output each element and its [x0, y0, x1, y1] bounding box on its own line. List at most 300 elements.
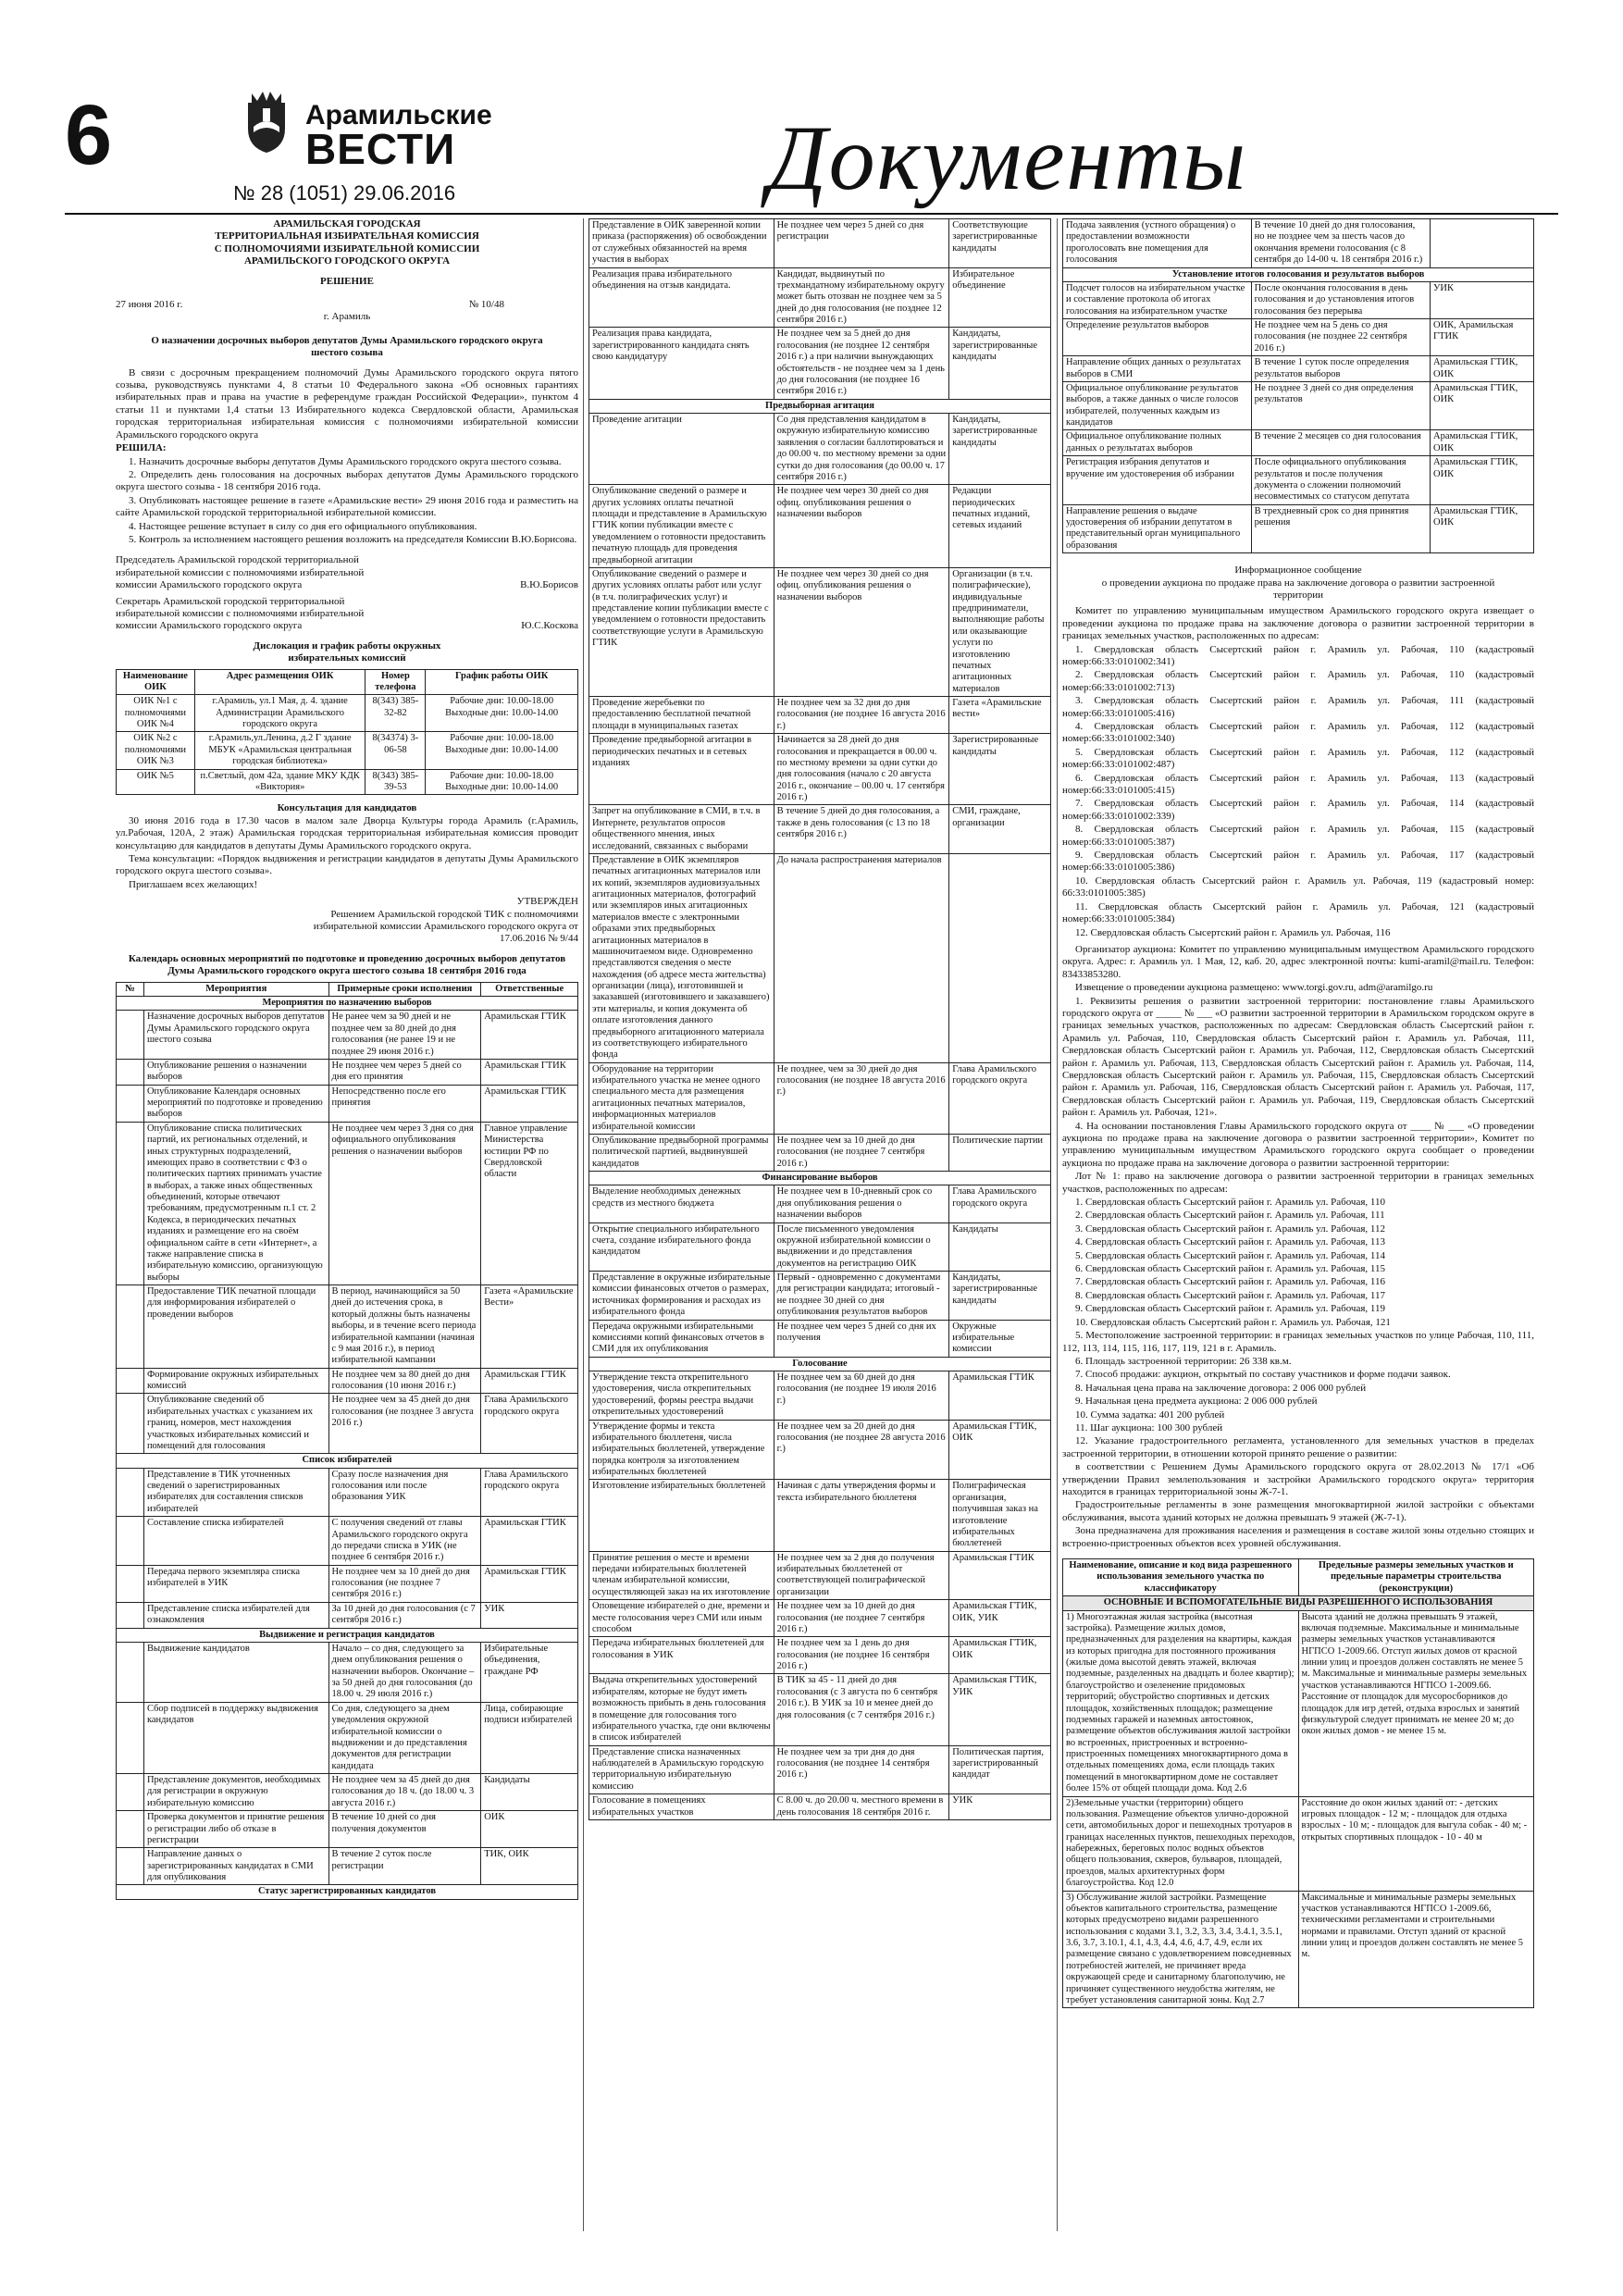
auction-p12: 12. Указание градостроительного регламента, установленного для земельных участков в пределах застроенной территории, в отношении которой принято решение о развитии:	[1062, 1435, 1534, 1459]
auction-address: 1. Свердловская область Сысертский район г. Арамиль ул. Рабочая, 110 (кадастровый номер:66:33:0101002:341)	[1062, 643, 1534, 667]
responsible-cell: Арамильская ГТИК, ОИК	[1431, 356, 1534, 382]
deadline-cell: В течение 1 суток после определения результатов выборов	[1251, 356, 1430, 382]
event-cell: Проведение агитации	[589, 414, 774, 485]
table-header: Мероприятия	[143, 982, 328, 996]
auction-address: 8. Свердловская область Сысертский район г. Арамиль ул. Рабочая, 115 (кадастровый номер:66:33:0101005:387)	[1062, 824, 1534, 848]
calendar-row	[117, 1085, 578, 1122]
calendar-row	[589, 1745, 1051, 1794]
table-cell: 8(34374) 3-06-58	[365, 732, 426, 769]
row-number-cell	[117, 1285, 144, 1369]
auction-p10: 10. Сумма задатка: 401 200 рублей	[1075, 1409, 1225, 1421]
responsible-cell: Арамильская ГТИК	[949, 1371, 1051, 1421]
calendar-section-title: Выдвижение и регистрация кандидатов	[117, 1628, 578, 1642]
responsible-cell: Арамильская ГТИК, ОИК	[1431, 430, 1534, 456]
event-cell: Опубликование Календаря основных мероприятий по подготовке и проведению выборов	[143, 1085, 328, 1122]
event-cell: Принятие решения о месте и времени передачи избирательных бюллетеней членам избирательной комиссии, осуществляющей заказ на их изготовление	[589, 1551, 774, 1600]
deadline-cell: С получения сведений от главы Арамильского городского округа до передачи списка в УИК (не позднее 6 сентября 2016 г.)	[328, 1517, 481, 1566]
deadline-cell: В ТИК за 45 - 11 дней до дня голосования (с 3 августа по 6 сентября 2016 г.). В УИК за 10 и менее дней до дня голосования (с 7 сентября 2016 г.)	[774, 1674, 949, 1745]
regulations-table	[1062, 1558, 1534, 2008]
event-cell: Оповещение избирателей о дне, времени и месте голосования через СМИ или иным способом	[589, 1600, 774, 1637]
auction-p11: 11. Шаг аукциона: 100 300 рублей	[1075, 1421, 1223, 1433]
auction-p12c: Градостроительные регламенты в зоне размещения многоквартирной жилой застройки с объектами обслуживания, высота зданий которых не должна превышать 9 этажей (Ж-7-1).	[1062, 1499, 1534, 1523]
responsible-cell: Окружные избирательные комиссии	[949, 1320, 1051, 1357]
responsible-cell: ОИК, Арамильская ГТИК	[1431, 319, 1534, 356]
calendar-section-row	[117, 1885, 578, 1899]
responsible-cell: Арамильская ГТИК, ОИК	[1431, 381, 1534, 430]
auction-address: 10. Свердловская область Сысертский район г. Арамиль ул. Рабочая, 119 (кадастровый номер: 66:33:0101005:385)	[1062, 875, 1534, 900]
responsible-cell: Арамильская ГТИК	[481, 1565, 578, 1602]
calendar-row	[589, 1062, 1051, 1134]
lot-address: 10. Свердловская область Сысертский район г. Арамиль ул. Рабочая, 121	[1075, 1316, 1391, 1328]
okis-title: Дислокация и график работы окружных избирательных комиссий	[253, 639, 441, 664]
responsible-cell: Арамильская ГТИК, ОИК	[1431, 504, 1534, 553]
table-cell: Рабочие дни: 10.00-18.00 Выходные дни: 10.00-14.00	[426, 695, 578, 732]
event-cell: Реализация права кандидата, зарегистрированного кандидата снять свою кандидатуру	[589, 328, 774, 399]
event-cell: Направление общих данных о результатах выборов в СМИ	[1063, 356, 1252, 382]
calendar-section-row	[117, 1628, 578, 1642]
deadline-cell: Не позднее чем в 10-дневный срок со дня опубликования решения о назначении выборов	[774, 1185, 949, 1222]
calendar-row	[1063, 319, 1534, 356]
calendar-row	[589, 805, 1051, 854]
chair-signature	[116, 554, 578, 591]
auction-address: 5. Свердловская область Сысертский район г. Арамиль ул. Рабочая, 112 (кадастровый номер:66:33:0101002:487)	[1062, 746, 1534, 771]
responsible-cell: УИК	[481, 1602, 578, 1628]
auction-address: 9. Свердловская область Сысертский район г. Арамиль ул. Рабочая, 117 (кадастровый номер:66:33:0101005:386)	[1062, 850, 1534, 874]
org-line: С ПОЛНОМОЧИЯМИ ИЗБИРАТЕЛЬНОЙ КОМИССИИ	[214, 242, 480, 254]
deadline-cell: Не позднее чем за 5 дней до дня голосования (не позднее 12 сентября 2016 г.) а при наличии вынуждающих обстоятельств - не позднее чем за 1 день до дня голосования (не позднее 16 сентября 2016 г.)	[774, 328, 949, 399]
calendar-row	[117, 1394, 578, 1454]
calendar-row	[589, 1320, 1051, 1357]
deadline-cell: В период, начинающийся за 50 дней до истечения срока, в который должны быть назначены выборы, и в течение всего периода избирательной кампании (начиная с 9 мая 2016 г.), в период избирательной кампании	[328, 1285, 481, 1369]
consult-title: Консультация для кандидатов	[277, 802, 417, 814]
deadline-cell: В течение 5 дней до дня голосования, а также в день голосования (с 13 по 18 сентября 2016 г.)	[774, 805, 949, 854]
row-number-cell	[117, 1565, 144, 1602]
responsible-cell: Соответствующие зарегистрированные кандидаты	[949, 219, 1051, 268]
event-cell: Реализация права избирательного объединения на отзыв кандидата.	[589, 267, 774, 328]
org-line: АРАМИЛЬСКАЯ ГОРОДСКАЯ	[273, 218, 421, 230]
responsible-cell	[1431, 219, 1534, 268]
table-cell: г.Арамиль,ул.Ленина, д.2 Г здание МБУК «Арамильская центральная городская библиотека»	[194, 732, 365, 769]
calendar-row	[117, 1368, 578, 1394]
auction-p12b: в соответствии с Решением Думы Арамильского городского округа от 28.02.2013 № 17/1 «Об утверждении Правил землепользования и застройки Арамильского городского округа» территория находится в границах территориальной зоны Ж-7-1.	[1062, 1461, 1534, 1497]
deadline-cell: В течение 2 суток после регистрации	[328, 1848, 481, 1885]
calendar-row	[117, 1122, 578, 1285]
deadline-cell: Со дня, следующего за днем уведомления окружной избирательной комиссии о выдвижении и до представления документов для регистрации кандидата	[328, 1702, 481, 1773]
deadline-cell: Не позднее чем через 5 дней со дня его принятия	[328, 1059, 481, 1085]
calendar-section-title: Список избирателей	[117, 1454, 578, 1468]
event-cell: Оборудование на территории избирательного участка не менее одного специального места для размещения агитационных печатных материалов, информационных материалов избирательной комиссии	[589, 1062, 774, 1134]
auction-p12d: Зона предназначена для проживания населения и размещения в составе жилой зоны отдельно стоящих и встроенно-пристроенных объектов всех уровней обслуживания.	[1062, 1525, 1534, 1549]
event-cell: Составление списка избирателей	[143, 1517, 328, 1566]
calendar-row	[589, 414, 1051, 485]
row-number-cell	[117, 1122, 144, 1285]
responsible-cell: Газета «Арамильские Вести»	[481, 1285, 578, 1369]
responsible-cell	[949, 853, 1051, 1062]
calendar-section-title: Мероприятия по назначению выборов	[117, 997, 578, 1011]
row-number-cell	[117, 1394, 144, 1454]
approved-label: УТВЕРЖДЕН	[516, 896, 578, 908]
calendar-row	[117, 1702, 578, 1773]
calendar-row	[589, 1794, 1051, 1820]
responsible-cell: Арамильская ГТИК, ОИК, УИК	[949, 1600, 1051, 1637]
responsible-cell: Кандидаты, зарегистрированные кандидаты	[949, 414, 1051, 485]
responsible-cell: Арамильская ГТИК	[949, 1551, 1051, 1600]
row-number-cell	[117, 1517, 144, 1566]
deadline-cell: Сразу после назначения дня голосования или после образования УИК	[328, 1468, 481, 1517]
calendar-section-row	[1063, 267, 1534, 281]
coat-of-arms-icon	[242, 90, 291, 155]
deadline-cell: Не позднее чем через 5 дней со дня регистрации	[774, 219, 949, 268]
event-cell: Передача избирательных бюллетеней для голосования в УИК	[589, 1637, 774, 1674]
responsible-cell: Зарегистрированные кандидаты	[949, 734, 1051, 805]
org-line: ТЕРРИТОРИАЛЬНАЯ ИЗБИРАТЕЛЬНАЯ КОМИССИЯ	[215, 230, 479, 242]
deadline-cell: Не позднее чем за 2 дня до получения избирательных бюллетеней от соответствующей полиграфической организации	[774, 1551, 949, 1600]
calendar-section-row	[589, 1172, 1051, 1185]
deadline-cell: Не позднее чем за 1 день до дня голосования (не позднее 16 сентября 2016 г.)	[774, 1637, 949, 1674]
table-row	[117, 695, 578, 732]
masthead-logo	[231, 88, 490, 190]
responsible-cell: Кандидаты	[949, 1222, 1051, 1272]
calendar-row	[589, 853, 1051, 1062]
calendar-table-part2	[588, 218, 1051, 1820]
deadline-cell: В трехдневный срок со дня принятия решения	[1251, 504, 1430, 553]
calendar-section-title: Финансирование выборов	[589, 1172, 1051, 1185]
auction-p7: 7. Способ продажи: аукцион, открытый по составу участников и форме подачи заявок.	[1075, 1369, 1451, 1381]
lot-address-list	[1062, 1197, 1534, 1329]
lot-address: 8. Свердловская область Сысертский район г. Арамиль ул. Рабочая, 117	[1075, 1289, 1385, 1301]
deadline-cell: Не позднее чем за 80 дней до дня голосования (10 июня 2016 г.)	[328, 1368, 481, 1394]
table-header: №	[117, 982, 144, 996]
event-cell: Утверждение текста открепительного удостоверения, числа открепительных удостоверений, формы реестра выдачи открепительных удостоверений	[589, 1371, 774, 1421]
responsible-cell: Арамильская ГТИК	[481, 1517, 578, 1566]
event-cell: Опубликование списка политических партий, их региональных отделений, и иных структурных подразделений, имеющих право в соответствии с ФЗ о политических партиях принимать участие в выборах, а также иных общественных объединений, которые отвечают требованиям, предусмотренным п.1 ст. 2 Кодекса, в периодических печатных изданиях и размещение его на своём официальном сайте в сети «Интернет», а также направление списка в избирательную комиссию, организующую выборы	[143, 1122, 328, 1285]
deadline-cell: Начало – со дня, следующего за днем опубликования решения о назначении выборов. Окончание – за 50 дней до дня голосования (до 18.00 ч. 29 июля 2016 г.)	[328, 1642, 481, 1702]
event-cell: Направление решения о выдаче удостоверения об избрании депутатом в представительный орган муниципального образования	[1063, 504, 1252, 553]
org-line: АРАМИЛЬСКОГО ГОРОДСКОГО ОКРУГА	[243, 255, 451, 267]
event-cell: Проведение жеребьевки по предоставлению бесплатной печатной площади в муниципальных газетах	[589, 697, 774, 734]
deadline-cell: Не позднее чем через 30 дней со дня офиц. опубликования решения о назначении выборов	[774, 485, 949, 568]
calendar-row	[117, 1642, 578, 1702]
table-cell: ОИК №1 с полномочиями ОИК №4	[117, 695, 195, 732]
responsible-cell: Арамильская ГТИК, ОИК	[1431, 456, 1534, 505]
responsible-cell: ТИК, ОИК	[481, 1848, 578, 1885]
decision-item: 3. Опубликовать настоящее решение в газете «Арамильские вести» 29 июня 2016 года и разместить на сайте Арамильской городской территориальной избирательной комиссии.	[116, 494, 578, 519]
column-3	[1062, 218, 1534, 2008]
responsible-cell: Арамильская ГТИК	[481, 1059, 578, 1085]
deadline-cell: Не позднее, чем за 30 дней до дня голосования (не позднее 18 августа 2016 г.)	[774, 1062, 949, 1134]
section-title: Документы	[768, 106, 1248, 209]
calendar-section-row	[117, 1454, 578, 1468]
auction-lot: Лот № 1: право на заключение договора о развитии застроенной территории в границах земельных участков, расположенных по адресам:	[1062, 1171, 1534, 1195]
row-number-cell	[117, 1602, 144, 1628]
table-cell: ОИК №2 с полномочиями ОИК №3	[117, 732, 195, 769]
table-cell: Рабочие дни: 10.00-18.00 Выходные дни: 10.00-14.00	[426, 769, 578, 795]
event-cell: Передача первого экземпляра списка избирателей в УИК	[143, 1565, 328, 1602]
column-divider	[1057, 218, 1058, 2231]
calendar-row	[1063, 381, 1534, 430]
calendar-row	[589, 328, 1051, 399]
auction-address: 7. Свердловская область Сысертский район г. Арамиль ул. Рабочая, 114 (кадастровый номер:66:33:0101002:339)	[1062, 798, 1534, 822]
auction-address: 2. Свердловская область Сысертский район г. Арамиль ул. Рабочая, 110 (кадастровый номер:66:33:0101002:713)	[1062, 669, 1534, 693]
deadline-cell: Не позднее чем за 45 дней до дня голосования до 18 ч. (до 18.00 ч. 3 августа 2016 г.)	[328, 1774, 481, 1811]
event-cell: Выдвижение кандидатов	[143, 1642, 328, 1702]
lot-address: 3. Свердловская область Сысертский район г. Арамиль ул. Рабочая, 112	[1075, 1222, 1385, 1235]
responsible-cell: Избирательные объединения, граждане РФ	[481, 1642, 578, 1702]
deadline-cell: Первый - одновременно с документами для регистрации кандидата; итоговый - не позднее 30 дней со дня опубликования результатов выборов	[774, 1272, 949, 1321]
page-number: 6	[65, 88, 113, 182]
secretary-name: Ю.С.Коскова	[521, 620, 578, 632]
deadline-cell: После официального опубликования результатов и после получения документа о сложении полномочий несовместимых со статусом депутата	[1251, 456, 1430, 505]
table-cell: 8(343) 385-32-82	[365, 695, 426, 732]
deadline-cell: Не позднее чем за 10 дней до дня голосования (не позднее 7 сентября 2016 г.)	[774, 1134, 949, 1171]
event-cell: Подсчет голосов на избирательном участке и составление протокола об итогах голосования на избирательном участке	[1063, 281, 1252, 318]
deadline-cell: После окончания голосования в день голосования и до установления итогов голосования без перерыва	[1251, 281, 1430, 318]
table-header: Предельные размеры земельных участков и предельные параметры строительства (реконструкции)	[1298, 1559, 1534, 1596]
regulation-params: Максимальные и минимальные размеры земельных участков устанавливаются НГПСО 1-2009.66, техническими регламентами и строительными нормами и правилами. Отступ зданий от красной линии улиц и проездов должен составлять не менее 5 м.	[1298, 1891, 1534, 2008]
calendar-row	[589, 567, 1051, 696]
row-number-cell	[117, 1085, 144, 1122]
table-header: Наименование ОИК	[117, 669, 195, 695]
auction-intro: Комитет по управлению муниципальным имуществом Арамильского городского округа извещает о проведении аукциона по продаже права на заключение договора о развитии застроенной территории в границах земельных участков, расположенных по адресам:	[1062, 605, 1534, 642]
calendar-row	[589, 1134, 1051, 1171]
lot-address: 4. Свердловская область Сысертский район г. Арамиль ул. Рабочая, 113	[1075, 1236, 1385, 1248]
event-cell: Утверждение формы и текста избирательного бюллетеня, числа избирательных бюллетеней, утверждение порядка контроля за изготовлением избирательных бюллетеней	[589, 1420, 774, 1480]
calendar-section-row	[589, 399, 1051, 413]
event-cell: Изготовление избирательных бюллетеней	[589, 1480, 774, 1551]
paper-name-bottom: ВЕСТИ	[305, 125, 456, 173]
calendar-row	[589, 1371, 1051, 1421]
chair-name: В.Ю.Борисов	[520, 579, 578, 591]
calendar-row	[589, 1222, 1051, 1272]
auction-heading: Информационное сообщение	[1234, 565, 1362, 577]
calendar-row	[117, 1517, 578, 1566]
auction-p9: 9. Начальная цена предмета аукциона: 2 006 000 рублей	[1075, 1396, 1318, 1408]
decision-item: 5. Контроль за исполнением настоящего решения возложить на председателя Комиссии В.Ю.Борисова.	[129, 533, 577, 545]
header-divider	[65, 213, 1558, 215]
responsible-cell: Организации (в т.ч. полиграфические), индивидуальные предприниматели, выполняющие работы или оказывающие услуги по изготовлению печатных агитационных материалов	[949, 567, 1051, 696]
deadline-cell: Не позднее чем за 20 дней до дня голосования (не позднее 28 августа 2016 г.)	[774, 1420, 949, 1480]
event-cell: Выделение необходимых денежных средств из местного бюджета	[589, 1185, 774, 1222]
event-cell: Подача заявления (устного обращения) о предоставлении возможности проголосовать вне помещения для голосования	[1063, 219, 1252, 268]
calendar-row	[589, 1420, 1051, 1480]
consult-invite: Приглашаем всех желающих!	[129, 878, 258, 890]
responsible-cell: Редакции периодических печатных изданий, сетевых изданий	[949, 485, 1051, 568]
event-cell: Сбор подписей в поддержку выдвижения кандидатов	[143, 1702, 328, 1773]
auction-p4: 4. На основании постановления Главы Арамильского городского округа от ____ № ___ «О проведении аукциона по продаже права на заключение договора о развитии застроенной территории», Комитет по управлению муниципальным имуществом Арамильского городского округа сообщает о проведении аукциона по продаже права на заключение договора о развитии застроенной территории:	[1062, 1120, 1534, 1169]
event-cell: Представление в ТИК уточненных сведений о зарегистрированных избирателях для составления списков избирателей	[143, 1468, 328, 1517]
issue-number: № 28 (1051) 29.06.2016	[233, 181, 456, 205]
decision-item: 2. Определить день голосования на досрочных выборах депутатов Думы Арамильского городского округа шестого созыва - 18 сентября 2016 года.	[116, 468, 578, 493]
calendar-row	[117, 1285, 578, 1369]
calendar-row	[589, 1480, 1051, 1551]
row-number-cell	[117, 1059, 144, 1085]
approved-by: Решением Арамильской городской ТИК с полномочиями избирательной комиссии Арамильского городского округа от 17.06.2016 № 9/44	[313, 908, 578, 945]
deadline-cell: Не позднее чем за 10 дней до дня голосования (не позднее 7 сентября 2016 г.)	[774, 1600, 949, 1637]
deadline-cell: Не позднее чем через 30 дней со дня офиц. опубликования решения о назначении выборов	[774, 567, 949, 696]
calendar-row	[1063, 219, 1534, 268]
responsible-cell: Главное управление Министерства юстиции РФ по Свердловской области	[481, 1122, 578, 1285]
deadline-cell: Начиная с даты утверждения формы и текста избирательного бюллетеня	[774, 1480, 949, 1551]
regulation-params: Высота зданий не должна превышать 9 этажей, включая подземные. Максимальные и минимальные размеры земельных участков устанавливаются НГПСО 1-2009.66. Отступ жилых домов от красной линии улиц и проездов должен составлять не менее 5 м. Максимальные и минимальные размеры земельных участков устанавливаются НГПСО 1-2009.66. Расстояние от площадок для мусоросборников до площадок для игр детей, отдыха взрослых и занятий физкультурой следует принимать не менее 20 м; до окон жилых домов - не менее 15 м.	[1298, 1610, 1534, 1796]
deadline-cell: Со дня представления кандидатом в окружную избирательную комиссию заявления о согласии баллотироваться и до 00.00 ч. по местному времени за одни сутки до дня голосования (до 00.00 ч. 17 сентября 2016 г.)	[774, 414, 949, 485]
regulations-section: ОСНОВНЫЕ И ВСПОМОГАТЕЛЬНЫЕ ВИДЫ РАЗРЕШЕННОГО ИСПОЛЬЗОВАНИЯ	[1063, 1596, 1534, 1610]
responsible-cell: Глава Арамильского городского округа	[949, 1062, 1051, 1134]
consult-topic: Тема консультации: «Порядок выдвижения и регистрации кандидатов в депутаты Думы Арамильского городского округа шестого созыва».	[116, 852, 578, 877]
calendar-row	[589, 734, 1051, 805]
event-cell: Предоставление ТИК печатной площади для информирования избирателей о проведении выборов	[143, 1285, 328, 1369]
calendar-row	[117, 1468, 578, 1517]
calendar-row	[117, 1848, 578, 1885]
responsible-cell: Арамильская ГТИК	[481, 1085, 578, 1122]
auction-p6: 6. Площадь застроенной территории: 26 338 кв.м.	[1075, 1355, 1292, 1367]
event-cell: Официальное опубликование результатов выборов, а также данных о числе голосов избирателей, полученных каждым из кандидатов	[1063, 381, 1252, 430]
column-2	[588, 218, 1051, 1820]
row-number-cell	[117, 1702, 144, 1773]
deadline-cell: В течение 10 дней до дня голосования, но не позднее чем за шесть часов до окончания времени голосования (с 8 сентября до 14-00 ч. 18 сентября 2016 г.)	[1251, 219, 1430, 268]
lot-address: 5. Свердловская область Сысертский район г. Арамиль ул. Рабочая, 114	[1075, 1249, 1385, 1261]
calendar-row	[589, 219, 1051, 268]
secretary-title: Секретарь Арамильской городской территориальной избирательной комиссии с полномочиями избирательной комиссии Арамильского городского округа	[116, 595, 365, 632]
deadline-cell: Кандидат, выдвинутый по трехмандатному избирательному округу может быть отозван не позднее чем за 5 дней до дня голосования (не позднее 12 сентября 2016 г.)	[774, 267, 949, 328]
deadline-cell: До начала распространения материалов	[774, 853, 949, 1062]
decision-place: г. Арамиль	[323, 311, 371, 323]
calendar-section-title: Статус зарегистрированных кандидатов	[117, 1885, 578, 1899]
auction-address: 12. Свердловская область Сысертский район г. Арамиль ул. Рабочая, 116	[1075, 926, 1391, 938]
row-number-cell	[117, 1642, 144, 1702]
calendar-table-part3	[1062, 218, 1534, 553]
responsible-cell: СМИ, граждане, организации	[949, 805, 1051, 854]
deadline-cell: В течение 10 дней со дня получения документов	[328, 1811, 481, 1848]
regulation-use: 3) Обслуживание жилой застройки. Размещение объектов капитального строительства, размещение которых предусмотрено видами разрешенного использования с кодами 3.1, 3.2, 3.3, 3.4, 3.4.1, 3.5.1, 3.6, 3.7, 3.10.1, 4.1, 4.3, 4.4, 4.6, 4.7, 4.9, если их размещение связано с удовлетворением повседневных потребностей жителей, не причиняет вреда окружающей среде и санитарному благополучию, не причиняет существенного неудобства жителям, не требует установления санитарной зоны. Код 2.7	[1063, 1891, 1299, 2008]
event-cell: Представление списка назначенных наблюдателей в Арамильскую городскую территориальную избирательную комиссию	[589, 1745, 774, 1794]
responsible-cell: Полиграфическая организация, получившая заказ на изготовление избирательных бюллетеней	[949, 1480, 1051, 1551]
responsible-cell: Арамильская ГТИК	[481, 1368, 578, 1394]
calendar-section-row	[589, 1357, 1051, 1371]
responsible-cell: Избирательное объединение	[949, 267, 1051, 328]
lot-address: 6. Свердловская область Сысертский район г. Арамиль ул. Рабочая, 115	[1075, 1263, 1385, 1275]
event-cell: Проведение предвыборной агитации в периодических печатных и в сетевых изданиях	[589, 734, 774, 805]
auction-p5: 5. Местоположение застроенной территории: в границах земельных участков по улице Рабочая, 110, 111, 112, 113, 114, 115, 116, 117, 119, 121 в г. Арамиль.	[1062, 1330, 1534, 1354]
event-cell: Выдача открепительных удостоверений избирателям, которые не будут иметь возможность прибыть в день голосования в помещение для голосования того избирательного участка, где они включены в список избирателей	[589, 1674, 774, 1745]
table-row	[117, 732, 578, 769]
row-number-cell	[117, 1368, 144, 1394]
responsible-cell: Кандидаты	[481, 1774, 578, 1811]
event-cell: Открытие специального избирательного счета, создание избирательного фонда кандидатом	[589, 1222, 774, 1272]
responsible-cell: УИК	[1431, 281, 1534, 318]
auction-p8: 8. Начальная цена права на заключение договора: 2 006 000 рублей	[1075, 1382, 1367, 1394]
event-cell: Представление документов, необходимых для регистрации в окружную избирательную комиссию	[143, 1774, 328, 1811]
event-cell: Передача окружными избирательными комиссиями копий финансовых отчетов в СМИ для их опубликования	[589, 1320, 774, 1357]
deadline-cell: Не позднее чем на 5 день со дня голосования (не позднее 22 сентября 2016 г.)	[1251, 319, 1430, 356]
event-cell: Опубликование сведений о размере и других условиях оплаты работ или услуг (в т.ч. полиграфических услуг) и представление копии публикации вместе с уведомлением о готовности предоставить соответствующие услуги в Арамильскую ГТИК	[589, 567, 774, 696]
table-cell: 8(343) 385-39-53	[365, 769, 426, 795]
auction-subheading: о проведении аукциона по продаже права на заключение договора о развитии застроенной территории	[1101, 577, 1495, 601]
row-number-cell	[117, 1811, 144, 1848]
chair-title: Председатель Арамильской городской территориальной избирательной комиссии с полномочиями избирательной комиссии Арамильского городского округа	[116, 554, 365, 591]
deadline-cell: Не позднее 3 дней со дня определения результатов	[1251, 381, 1430, 430]
calendar-row	[589, 697, 1051, 734]
calendar-row	[1063, 430, 1534, 456]
decision-preamble: В связи с досрочным прекращением полномочий Думы Арамильского городского округа пятого созыва, руководствуясь пунктами 4, 8 статьи 10 Федерального закона «Об основных гарантиях избирательных прав и права на участие в референдуме граждан Российской Федерации», пунктом 4 статьи 11 и пунктами 1,4 статьи 13 Избирательного кодекса Свердловской области, Арамильская городская территориальная избирательная комиссия с полномочиями избирательной комиссии Арамильского городского округа	[116, 366, 578, 441]
column-1	[116, 218, 578, 1900]
decision-number: № 10/48	[468, 299, 504, 311]
table-header: Ответственные	[481, 982, 578, 996]
auction-notice: Извещение о проведении аукциона размещено: www.torgi.gov.ru, adm@aramilgo.ru	[1075, 982, 1433, 994]
event-cell: Направление данных о зарегистрированных кандидатах в СМИ для опубликования	[143, 1848, 328, 1885]
responsible-cell: Арамильская ГТИК	[481, 1011, 578, 1060]
calendar-row	[589, 1600, 1051, 1637]
calendar-section-title: Установление итогов голосования и результатов выборов	[1063, 267, 1534, 281]
event-cell: Запрет на опубликование в СМИ, в т.ч. в Интернете, результатов опросов общественного мнения, иных исследований, связанных с выборами	[589, 805, 774, 854]
secretary-signature	[116, 596, 578, 633]
responsible-cell: Глава Арамильского городского округа	[481, 1468, 578, 1517]
calendar-row	[1063, 504, 1534, 553]
deadline-cell: Не позднее чем за 45 дней до дня голосования (не позднее 3 августа 2016 г.)	[328, 1394, 481, 1454]
deadline-cell: За 10 дней до дня голосования (с 7 сентября 2016 г.)	[328, 1602, 481, 1628]
calendar-row	[589, 1637, 1051, 1674]
calendar-title: Календарь основных мероприятий по подготовке и проведению досрочных выборов депутатов Думы Арамильского городского округа шестого созыва 18 сентября 2016 года	[128, 952, 566, 977]
calendar-section-title: Предвыборная агитация	[589, 399, 1051, 413]
responsible-cell: Арамильская ГТИК, ОИК	[949, 1637, 1051, 1674]
okis-table	[116, 669, 578, 796]
table-header: Адрес размещения ОИК	[194, 669, 365, 695]
event-cell: Опубликование предвыборной программы политической партией, выдвинувшей кандидатов	[589, 1134, 774, 1171]
event-cell: Официальное опубликование полных данных о результатах выборов	[1063, 430, 1252, 456]
responsible-cell: Арамильская ГТИК, УИК	[949, 1674, 1051, 1745]
auction-p1: 1. Реквизиты решения о развитии застроенной территории: постановление главы Арамильского городского округа от _____ № ___ «О развитии застроенной территории в Арамильском городском округе в границах земельных участков, расположенных по адресам: Свердловская область Сысертский район г. Арамиль ул. Рабочая, 110, Свердловская область Сысертский район г. Арамиль ул. Рабочая, 111, Свердловская область Сысертский район г. Арамиль ул. Рабочая, 112, Свердловская область Сысертский район г. Арамиль ул. Рабочая, 113, Свердловская область Сысертский район г. Арамиль ул. Рабочая, 114, Свердловская область Сысертский район г. Арамиль ул. Рабочая, 115, Свердловская область Сысертский район г. Арамиль ул. Рабочая, 116, Свердловская область Сысертский район г. Арамиль ул. Рабочая, 117, Свердловская область Сысертский район г. Арамиль ул. Рабочая, 119, Свердловская область Сысертский район г. Арамиль ул. Рабочая, 121».	[1062, 995, 1534, 1119]
responsible-cell: Политические партии	[949, 1134, 1051, 1171]
event-cell: Опубликование сведений об избирательных участках с указанием их границ, номеров, мест нахождения участковых избирательных комиссий и помещений для голосования	[143, 1394, 328, 1454]
decision-item: 1. Назначить досрочные выборы депутатов Думы Арамильского городского округа шестого созыва.	[129, 455, 562, 467]
lot-address: 9. Свердловская область Сысертский район г. Арамиль ул. Рабочая, 119	[1075, 1303, 1385, 1315]
event-cell: Регистрация избрания депутатов и вручение им удостоверения об избрании	[1063, 456, 1252, 505]
decision-meta	[116, 299, 578, 311]
event-cell: Назначение досрочных выборов депутатов Думы Арамильского городского округа шестого созыва	[143, 1011, 328, 1060]
table-header: Наименование, описание и код вида разрешенного использования земельного участка по классификатору	[1063, 1559, 1299, 1596]
decision-title: О назначении досрочных выборов депутатов Думы Арамильского городского округа шестого созыва	[151, 334, 543, 359]
calendar-row	[1063, 456, 1534, 505]
responsible-cell: УИК	[949, 1794, 1051, 1820]
event-cell: Представление в ОИК экземпляров печатных агитационных материалов или их копий, экземпляров аудиовизуальных агитационных материалов, фотографий или экземпляров иных агитационных материалов вместе с электронными образами этих предвыборных агитационных материалов в машиночитаемом виде. Одновременно представляются сведения о месте нахождения (об адресе места жительства) организации (лица), изготовившей и заказавшей (изготовившего и заказавшего) эти материалы, и копия документа об оплате изготовления данного предвыборного агитационного материала из соответствующего избирательного фонда	[589, 853, 774, 1062]
calendar-row	[117, 1565, 578, 1602]
responsible-cell: Глава Арамильского городского округа	[481, 1394, 578, 1454]
lot-address: 1. Свердловская область Сысертский район г. Арамиль ул. Рабочая, 110	[1075, 1197, 1385, 1209]
calendar-row	[589, 1674, 1051, 1745]
deadline-cell: Не позднее чем через 5 дней со дня их получения	[774, 1320, 949, 1357]
row-number-cell	[117, 1468, 144, 1517]
regulation-params: Расстояние до окон жилых зданий от: - детских игровых площадок - 12 м; - площадок для отдыха взрослых - 10 м; - площадок для выгула собак - 40 м; - открытых спортивных площадок - 10 - 40 м	[1298, 1796, 1534, 1891]
event-cell: Представление в ОИК заверенной копии приказа (распоряжения) об освобождении от служебных обязанностей на время участия в выборах	[589, 219, 774, 268]
deadline-cell: Не позднее чем за 10 дней до дня голосования (не позднее 7 сентября 2016 г.)	[328, 1565, 481, 1602]
calendar-row	[1063, 356, 1534, 382]
regulation-use: 2)Земельные участки (территории) общего пользования. Размещение объектов улично-дорожной сети, автомобильных дорог и пешеходных тротуаров в границах населенных пунктов, пешеходных переходов, набережных, береговых полос водных объектов общего пользования, скверов, бульваров, площадей, проездов, малых архитектурных форм благоустройства. Код 12.0	[1063, 1796, 1299, 1891]
calendar-row	[117, 1602, 578, 1628]
auction-organizer: Организатор аукциона: Комитет по управлению муниципальным имуществом Арамильского городского округа. Адрес: г. Арамиль ул. 1 Мая, 12, каб. 20, адрес электронной почты: kumi-aramil@mail.ru. Телефон: 83433853280.	[1062, 943, 1534, 980]
row-number-cell	[117, 1011, 144, 1060]
deadline-cell: В течение 2 месяцев со дня голосования	[1251, 430, 1430, 456]
responsible-cell: Газета «Арамильские вести»	[949, 697, 1051, 734]
event-cell: Определение результатов выборов	[1063, 319, 1252, 356]
responsible-cell: Арамильская ГТИК, ОИК	[949, 1420, 1051, 1480]
deadline-cell: Не позднее чем через 3 дня со дня официального опубликования решения о назначении выборов	[328, 1122, 481, 1285]
calendar-row	[589, 1272, 1051, 1321]
calendar-section-row	[117, 997, 578, 1011]
event-cell: Опубликование сведений о размере и других условиях оплаты печатной площади и представление в Арамильскую ГТИК копии публикации вместе с уведомлением о готовности предоставить печатную площадь для проведения предвыборной агитации	[589, 485, 774, 568]
calendar-row	[589, 1185, 1051, 1222]
deadline-cell: Непосредственно после его принятия	[328, 1085, 481, 1122]
auction-address: 3. Свердловская область Сысертский район г. Арамиль ул. Рабочая, 111 (кадастровый номер:66:33:0101005:416)	[1062, 695, 1534, 719]
table-cell: ОИК №5	[117, 769, 195, 795]
